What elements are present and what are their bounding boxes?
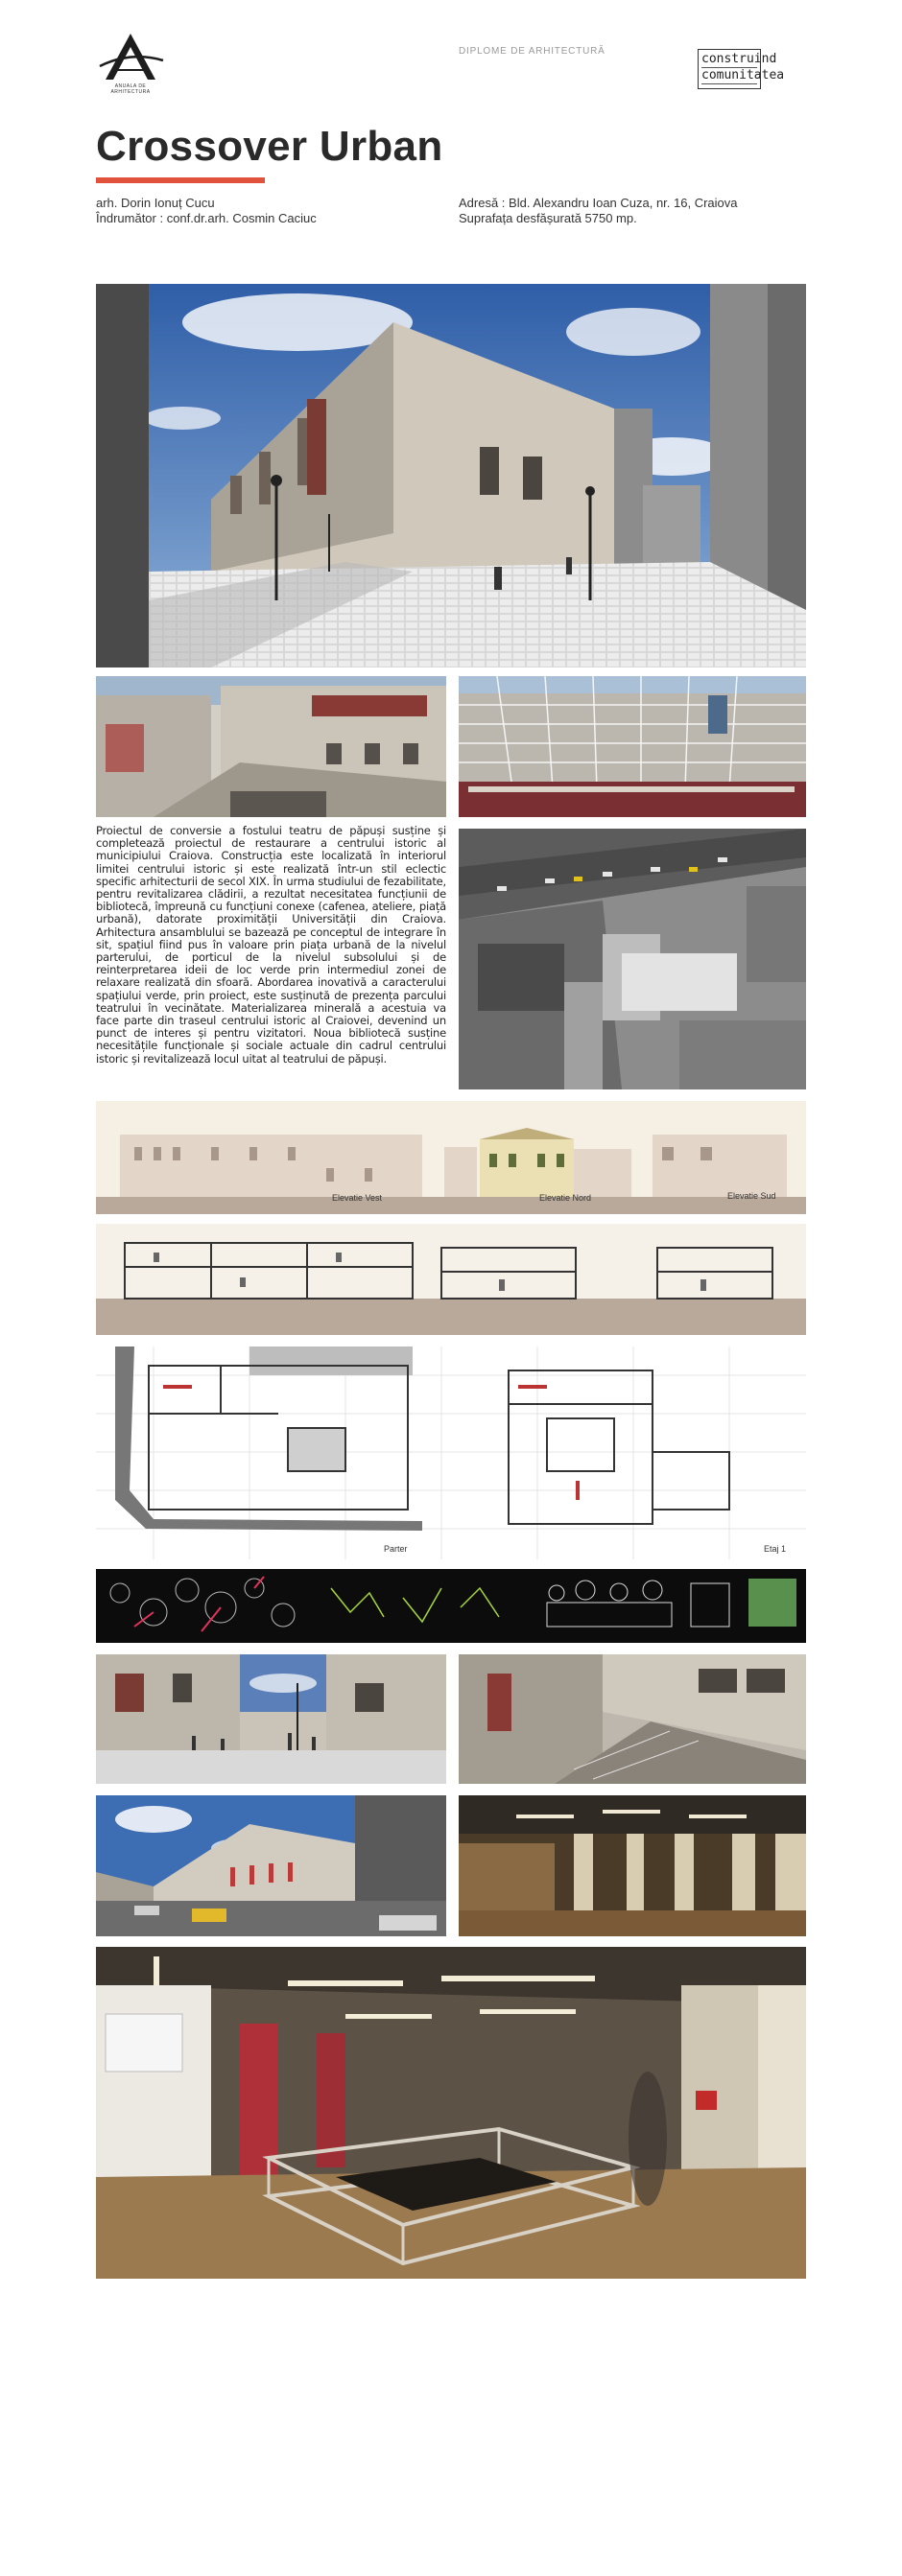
logo-line-2: comunitatea	[701, 68, 785, 82]
library-interior-render	[96, 1947, 806, 2279]
boulevard-render	[96, 1795, 446, 1936]
elevation-south-label: Elevatie Sud	[727, 1191, 776, 1201]
atrium-render	[459, 676, 806, 817]
library-stacks-render	[459, 1795, 806, 1936]
school-logo-caption: ANUALA DE ARHITECTURA	[110, 83, 151, 95]
sections-drawing	[96, 1224, 806, 1335]
concept-diagrams-strip	[96, 1569, 806, 1643]
main-street-render	[96, 284, 806, 667]
street-perspective-render	[96, 1654, 446, 1784]
first-floor-label: Etaj 1	[764, 1544, 787, 1554]
site-block	[459, 196, 738, 226]
section-label: DIPLOME DE ARHITECTURĂ	[459, 46, 605, 57]
credits-block	[96, 196, 317, 226]
construind-comunitatea-logo	[698, 49, 785, 89]
logo-line-1: construind	[701, 52, 777, 66]
project-title: Crossover Urban	[96, 123, 443, 170]
elevations-drawing	[96, 1101, 806, 1214]
aerial-site-render	[459, 829, 806, 1089]
elevation-north-label: Elevatie Nord	[539, 1193, 592, 1203]
elevation-west-label: Elevatie Vest	[332, 1193, 383, 1203]
ground-floor-label: Parter	[384, 1544, 408, 1554]
school-logo	[96, 32, 165, 95]
project-address: Adresă : Bld. Alexandru Ioan Cuza, nr. 16, Craiova	[459, 196, 738, 210]
floor-plans-drawing	[96, 1347, 806, 1559]
architecture-a-logo-icon	[96, 32, 165, 85]
title-accent-bar	[96, 177, 265, 183]
courtyard-render	[96, 676, 446, 817]
interior-courtyard-render	[459, 1654, 806, 1784]
project-area: Suprafața desfășurată 5750 mp.	[459, 211, 637, 225]
architect-name: arh. Dorin Ionuț Cucu	[96, 196, 215, 210]
coordinator-name: Îndrumător : conf.dr.arh. Cosmin Caciuc	[96, 211, 317, 225]
project-description: Proiectul de conversie a fostului teatru de păpuși susține și completează proiectul de restaurare a centrului istoric al municipiului Craiova. Construcția este localizată în interiorul limitei centrului istoric și este realizată într-un stil eclectic specific arhitecturii de secol XIX. În urma studiului de fezabilitate, pentru revitalizarea clădirii, a rezultat necesitatea funcțiunii de bibliotecă, împreună cu funcțiuni conexe (cafenea, ateliere, piață urbană), datorate proximității Universității din Craiova. Arhitectura ansamblului se bazează pe conceptul de integrare în sit, spațiul fiind pus în valoare prin piața urbană de la nivelul parterului, de porticul de la nivelul subsolului și de reinterpretarea ideii de loc verde prin intermediul zonei de relaxare realizată din sfoară. Abordarea inovativă a caracterului spațiului verde, prin proiect, este susținută de prezența parcului teatrului în vecinătate. Materializarea minerală a acestuia va face parte din traseul centrului istoric al Craiovei, devenind un punct de interes și pentru vizitatori. Noua bibliotecă susține necesitățile funcționale și sociale actuale din cadrul centrului istoric și revitalizează locul uitat al teatrului de păpuși.	[96, 824, 446, 1066]
